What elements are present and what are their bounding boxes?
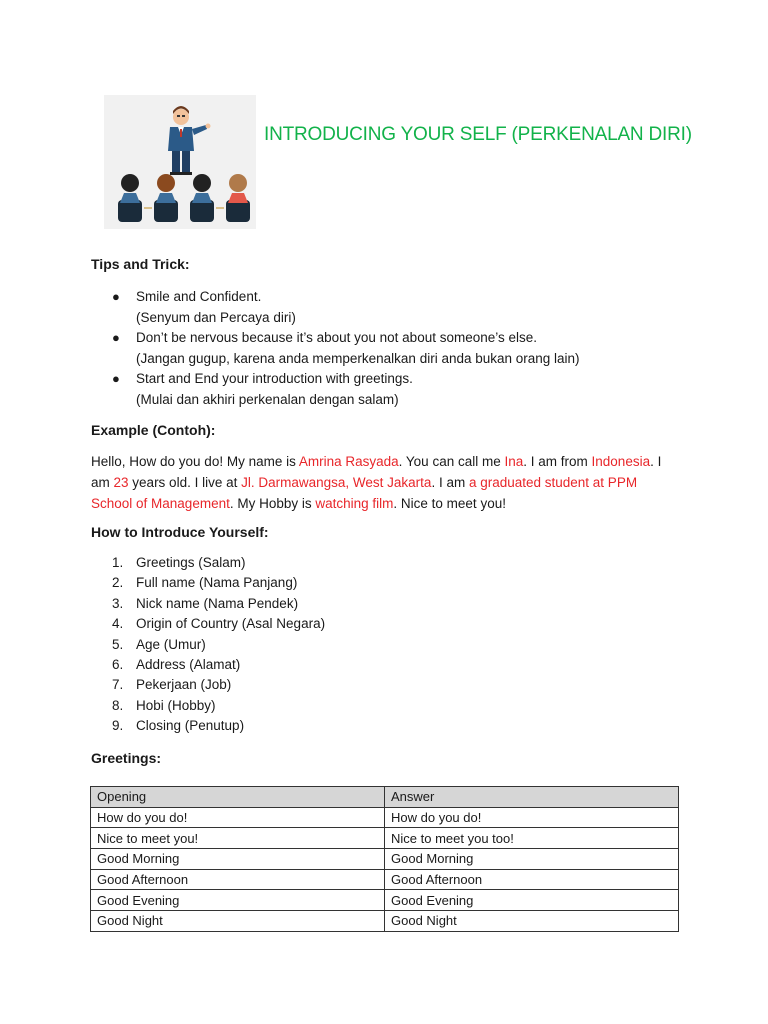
example-text: . I am <box>431 475 469 490</box>
table-row <box>91 849 679 870</box>
table-cell: Good Morning <box>91 849 385 870</box>
tip-translation: (Senyum dan Percaya diri) <box>136 309 296 325</box>
item-number: 6. <box>112 657 124 673</box>
bullet-icon: ● <box>112 289 120 304</box>
example-nick: Ina <box>504 454 524 469</box>
presenter-audience-icon <box>104 95 256 229</box>
table-cell: Nice to meet you! <box>91 828 385 849</box>
example-hobby: watching film <box>315 496 394 511</box>
table-cell: Good Morning <box>385 849 679 870</box>
table-cell: Good Evening <box>91 890 385 911</box>
example-text: . My Hobby is <box>229 496 316 511</box>
example-job: a graduated student at PPM School of Management <box>91 475 638 511</box>
item-number: 9. <box>112 718 124 734</box>
table-cell: Good Night <box>91 911 385 932</box>
item-text: Greetings (Salam) <box>136 555 246 570</box>
list-item <box>108 614 325 634</box>
tips-list <box>108 287 708 410</box>
page-title: INTRODUCING YOUR SELF (PERKENALAN DIRI) <box>264 124 692 145</box>
greetings-table <box>90 786 679 932</box>
list-item <box>108 369 708 410</box>
item-text: Pekerjaan (Job) <box>136 677 232 693</box>
list-item <box>108 675 325 695</box>
item-text: Hobi (Hobby) <box>136 697 216 713</box>
example-text: . Nice to meet you! <box>393 496 506 511</box>
example-text: . You can call me <box>398 454 505 469</box>
tips-heading: Tips and Trick: <box>91 256 190 272</box>
list-item <box>108 287 708 328</box>
item-number: 5. <box>112 636 124 652</box>
item-text: Address (Alamat) <box>136 657 241 673</box>
item-number: 1. <box>112 555 124 570</box>
table-cell: How do you do! <box>385 807 679 828</box>
example-text: . I am <box>91 454 662 490</box>
column-header-opening: Opening <box>91 787 385 808</box>
item-text: Nick name (Nama Pendek) <box>136 595 299 611</box>
example-text: years old. I live at <box>128 475 242 490</box>
list-item <box>108 594 325 614</box>
bullet-icon: ● <box>112 330 120 345</box>
presenter-audience-illustration <box>104 95 256 229</box>
table-header-row <box>91 787 679 808</box>
list-item <box>108 716 325 736</box>
example-country: Indonesia <box>591 454 651 469</box>
table-cell: Good Afternoon <box>385 869 679 890</box>
list-item <box>108 328 708 369</box>
item-number: 3. <box>112 595 124 611</box>
tip-translation: (Mulai dan akhiri perkenalan dengan salam) <box>136 391 399 407</box>
table-cell: Good Evening <box>385 890 679 911</box>
greetings-heading: Greetings: <box>91 750 162 766</box>
item-text: Full name (Nama Panjang) <box>136 575 298 591</box>
table-cell: Good Afternoon <box>91 869 385 890</box>
how-to-list <box>108 553 325 737</box>
how-to-heading: How to Introduce Yourself: <box>91 524 269 540</box>
list-item <box>108 553 325 573</box>
example-address: Jl. Darmawangsa, West Jakarta <box>241 475 432 490</box>
tip-text: Don’t be nervous because it’s about you not about someone’s else. <box>136 330 538 345</box>
item-number: 4. <box>112 616 124 632</box>
item-text: Age (Umur) <box>136 636 206 652</box>
item-text: Closing (Penutup) <box>136 718 245 734</box>
example-text: Hello, How do you do! My name is <box>91 454 299 469</box>
table-row <box>91 828 679 849</box>
item-text: Origin of Country (Asal Negara) <box>136 616 326 632</box>
tip-translation: (Jangan gugup, karena anda memperkenalkan diri anda bukan orang lain) <box>136 350 580 366</box>
table-row <box>91 869 679 890</box>
tip-text: Start and End your introduction with greetings. <box>136 371 413 386</box>
list-item <box>108 696 325 716</box>
example-heading: Example (Contoh): <box>91 422 216 438</box>
example-name: Amrina Rasyada <box>298 454 399 469</box>
table-row <box>91 890 679 911</box>
item-number: 2. <box>112 575 124 591</box>
example-text: . I am from <box>523 454 592 469</box>
list-item <box>108 573 325 593</box>
item-number: 8. <box>112 697 124 713</box>
table-cell: Good Night <box>385 911 679 932</box>
table-cell: How do you do! <box>91 807 385 828</box>
bullet-icon: ● <box>112 371 120 386</box>
table-cell: Nice to meet you too! <box>385 828 679 849</box>
example-paragraph <box>91 451 681 514</box>
column-header-answer: Answer <box>385 787 679 808</box>
table-row <box>91 911 679 932</box>
example-age: 23 <box>113 475 129 490</box>
table-row <box>91 807 679 828</box>
list-item <box>108 655 325 675</box>
item-number: 7. <box>112 677 124 693</box>
tip-text: Smile and Confident. <box>136 289 262 304</box>
list-item <box>108 635 325 655</box>
